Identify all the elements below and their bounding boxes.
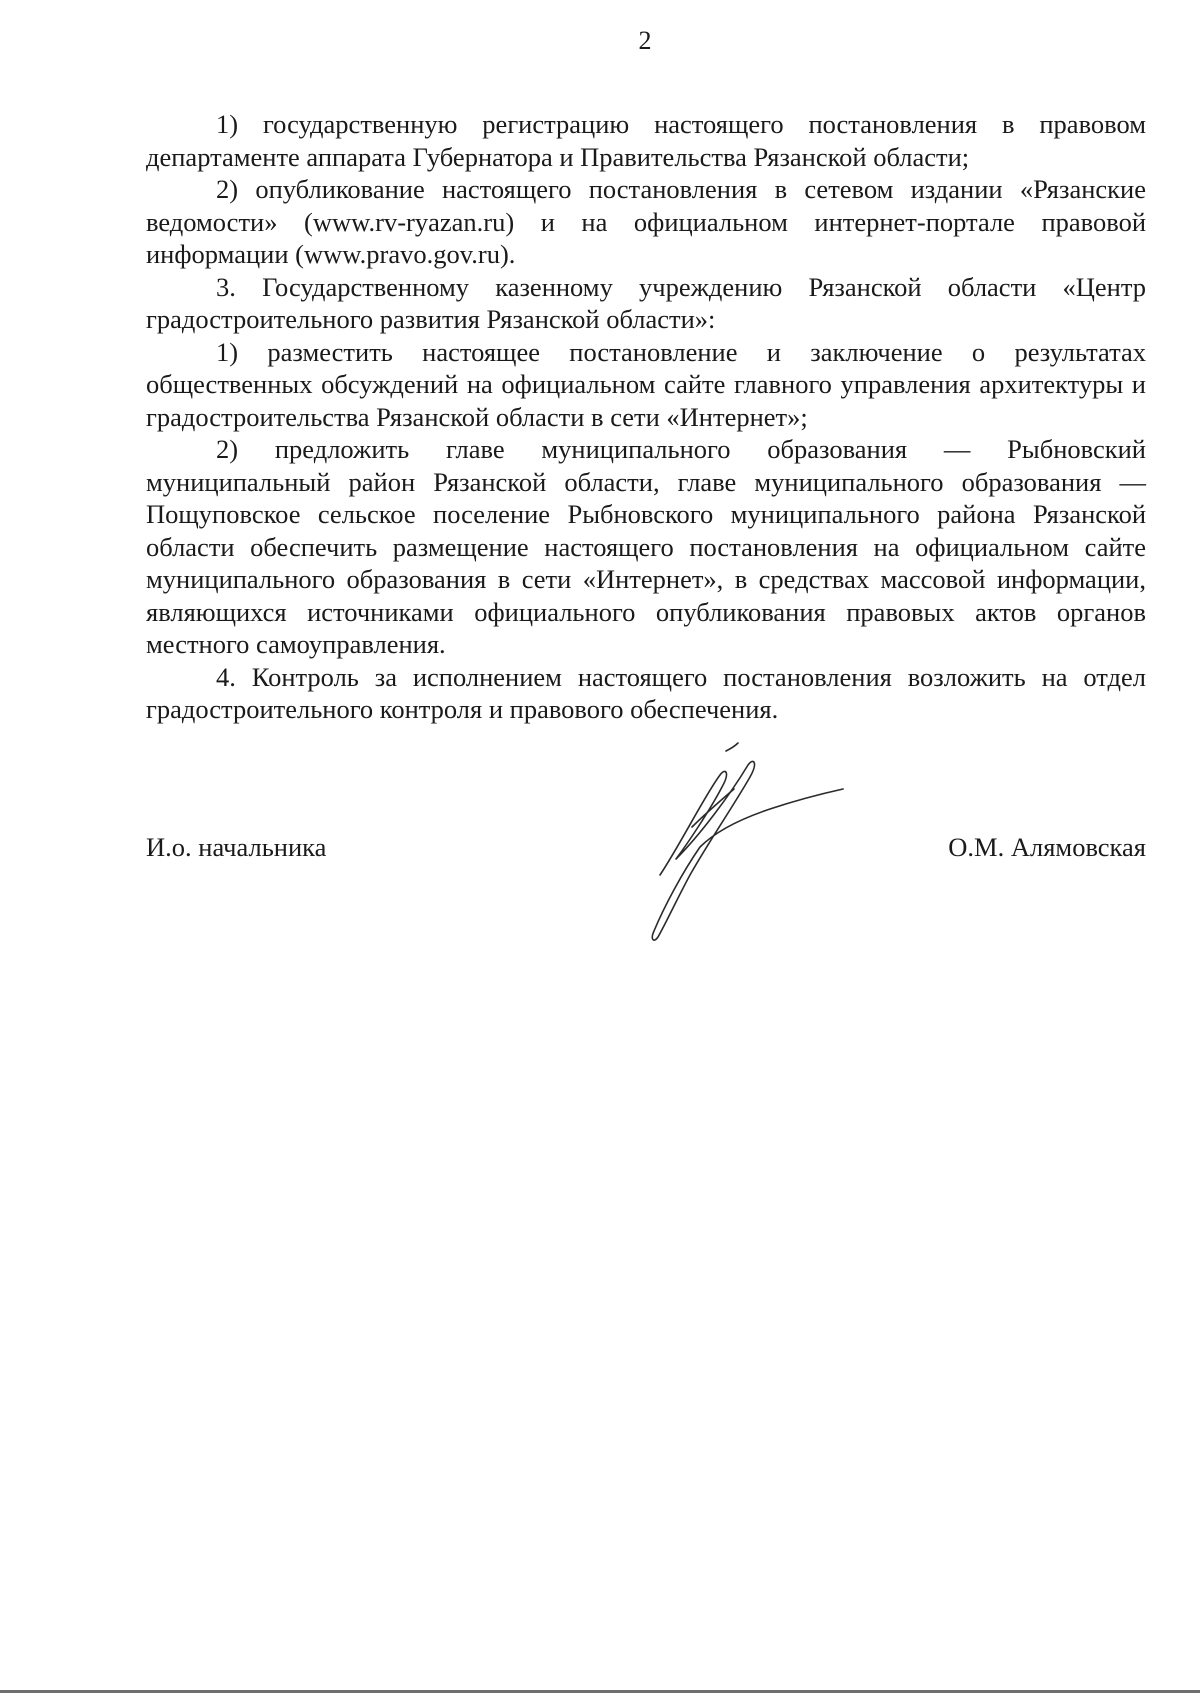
paragraph-gku-center: 3. Государственному казенному учреждению Рязанской области «Центр градостроительного развития Рязанской области»: — [146, 271, 1146, 334]
paragraph-control: 4. Контроль за исполнением настоящего постановления возложить на отдел градостроительного контроля и правового обеспечения. — [146, 661, 1146, 724]
signature-block — [146, 832, 1146, 872]
document-body — [146, 108, 1146, 726]
paragraph-place-on-site: 1) разместить настоящее постановление и заключение о результатах общественных обсуждений на официальном сайте главного управления архитектуры и градостроительства Рязанской области в сети «Интернет»; — [146, 336, 1146, 432]
paragraph-registration: 1) государственную регистрацию настоящего постановления в правовом департаменте аппарата Губернатора и Правительства Рязанской области; — [146, 109, 1146, 172]
paragraph-propose-heads: 2) предложить главе муниципального образования — Рыбновский муниципальный район Рязанской области, главе муниципального образования — Пощуповское сельское поселение Рыбновского муниципального района Рязанской области обеспечить размещение настоящего постановления на официальном сайте муниципального образования в сети «Интернет», в средствах массовой информации, являющихся источниками официального опубликования правовых актов органов местного самоуправления. — [146, 434, 1146, 659]
paragraph-publication: 2) опубликование настоящего постановления в сетевом издании «Рязанские ведомости» (www.rv-ryazan.ru) и на официальном интернет-портале правовой информации (www.pravo.gov.ru). — [146, 174, 1146, 269]
bottom-divider — [0, 1690, 1200, 1693]
signatory-position: И.о. начальника — [146, 832, 327, 862]
page-number: 2 — [638, 26, 652, 55]
signatory-name: О.М. Алямовская — [948, 832, 1146, 862]
